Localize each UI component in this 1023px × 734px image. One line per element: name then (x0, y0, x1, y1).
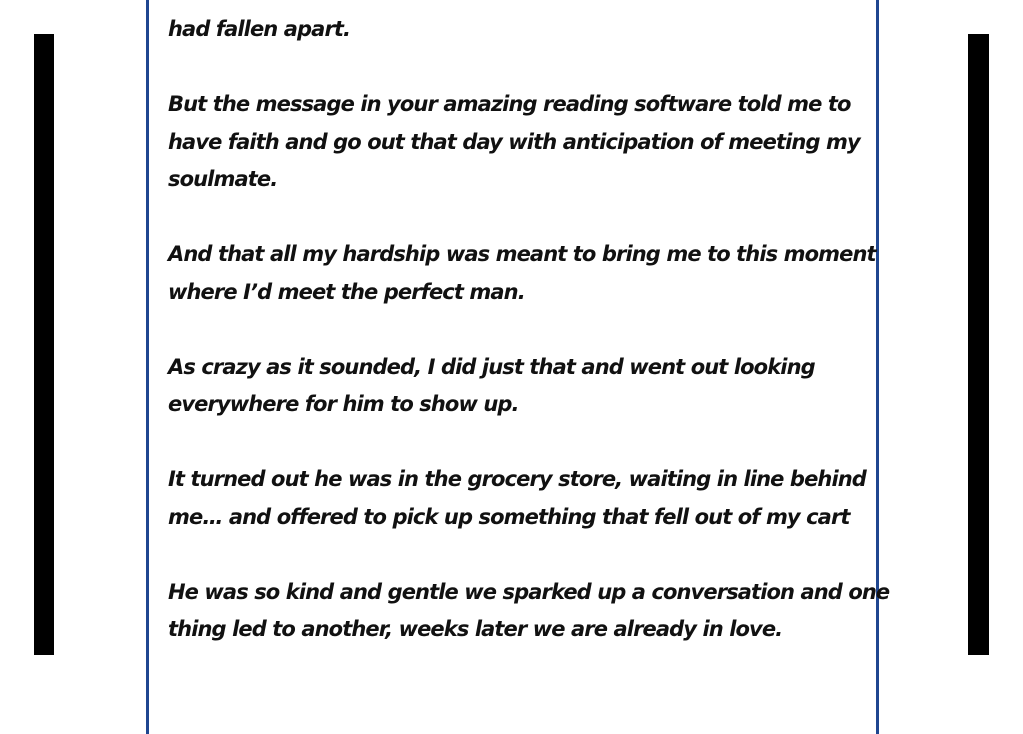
testimonial-box (146, 0, 890, 734)
testimonial-line: thing led to another, weeks later we are already in love. (168, 617, 783, 641)
testimonial-line: have faith and go out that day with anticipation of meeting my (168, 129, 860, 154)
paragraph-gap (168, 199, 858, 237)
content-viewport[interactable] (54, 17, 968, 655)
testimonial-line: He was so kind and gentle we sparked up a conversation and one (168, 579, 890, 604)
paragraph-gap (168, 536, 858, 574)
left-frame-bar (34, 34, 54, 655)
testimonial-line: had fallen apart. (168, 17, 351, 41)
testimonial-line: And that all my hardship was meant to bring me to this moment (168, 242, 876, 266)
testimonial-line: But the message in your amazing reading software told me to (168, 92, 851, 116)
testimonial-line: It turned out he was in the grocery store, waiting in line behind (168, 467, 866, 491)
testimonial-line: me… and offered to pick up something that fell out of my cart (168, 504, 850, 529)
paragraph-gap (168, 49, 858, 87)
testimonial-line: where I’d meet the perfect man. (168, 279, 525, 304)
testimonial-text (168, 0, 890, 649)
paragraph-gap (168, 424, 858, 462)
right-frame-bar (968, 34, 989, 655)
paragraph-gap (168, 311, 858, 349)
testimonial-line: everywhere for him to show up. (168, 392, 519, 416)
testimonial-line: As crazy as it sounded, I did just that and went out looking (168, 354, 815, 379)
testimonial-line: soulmate. (168, 167, 278, 191)
